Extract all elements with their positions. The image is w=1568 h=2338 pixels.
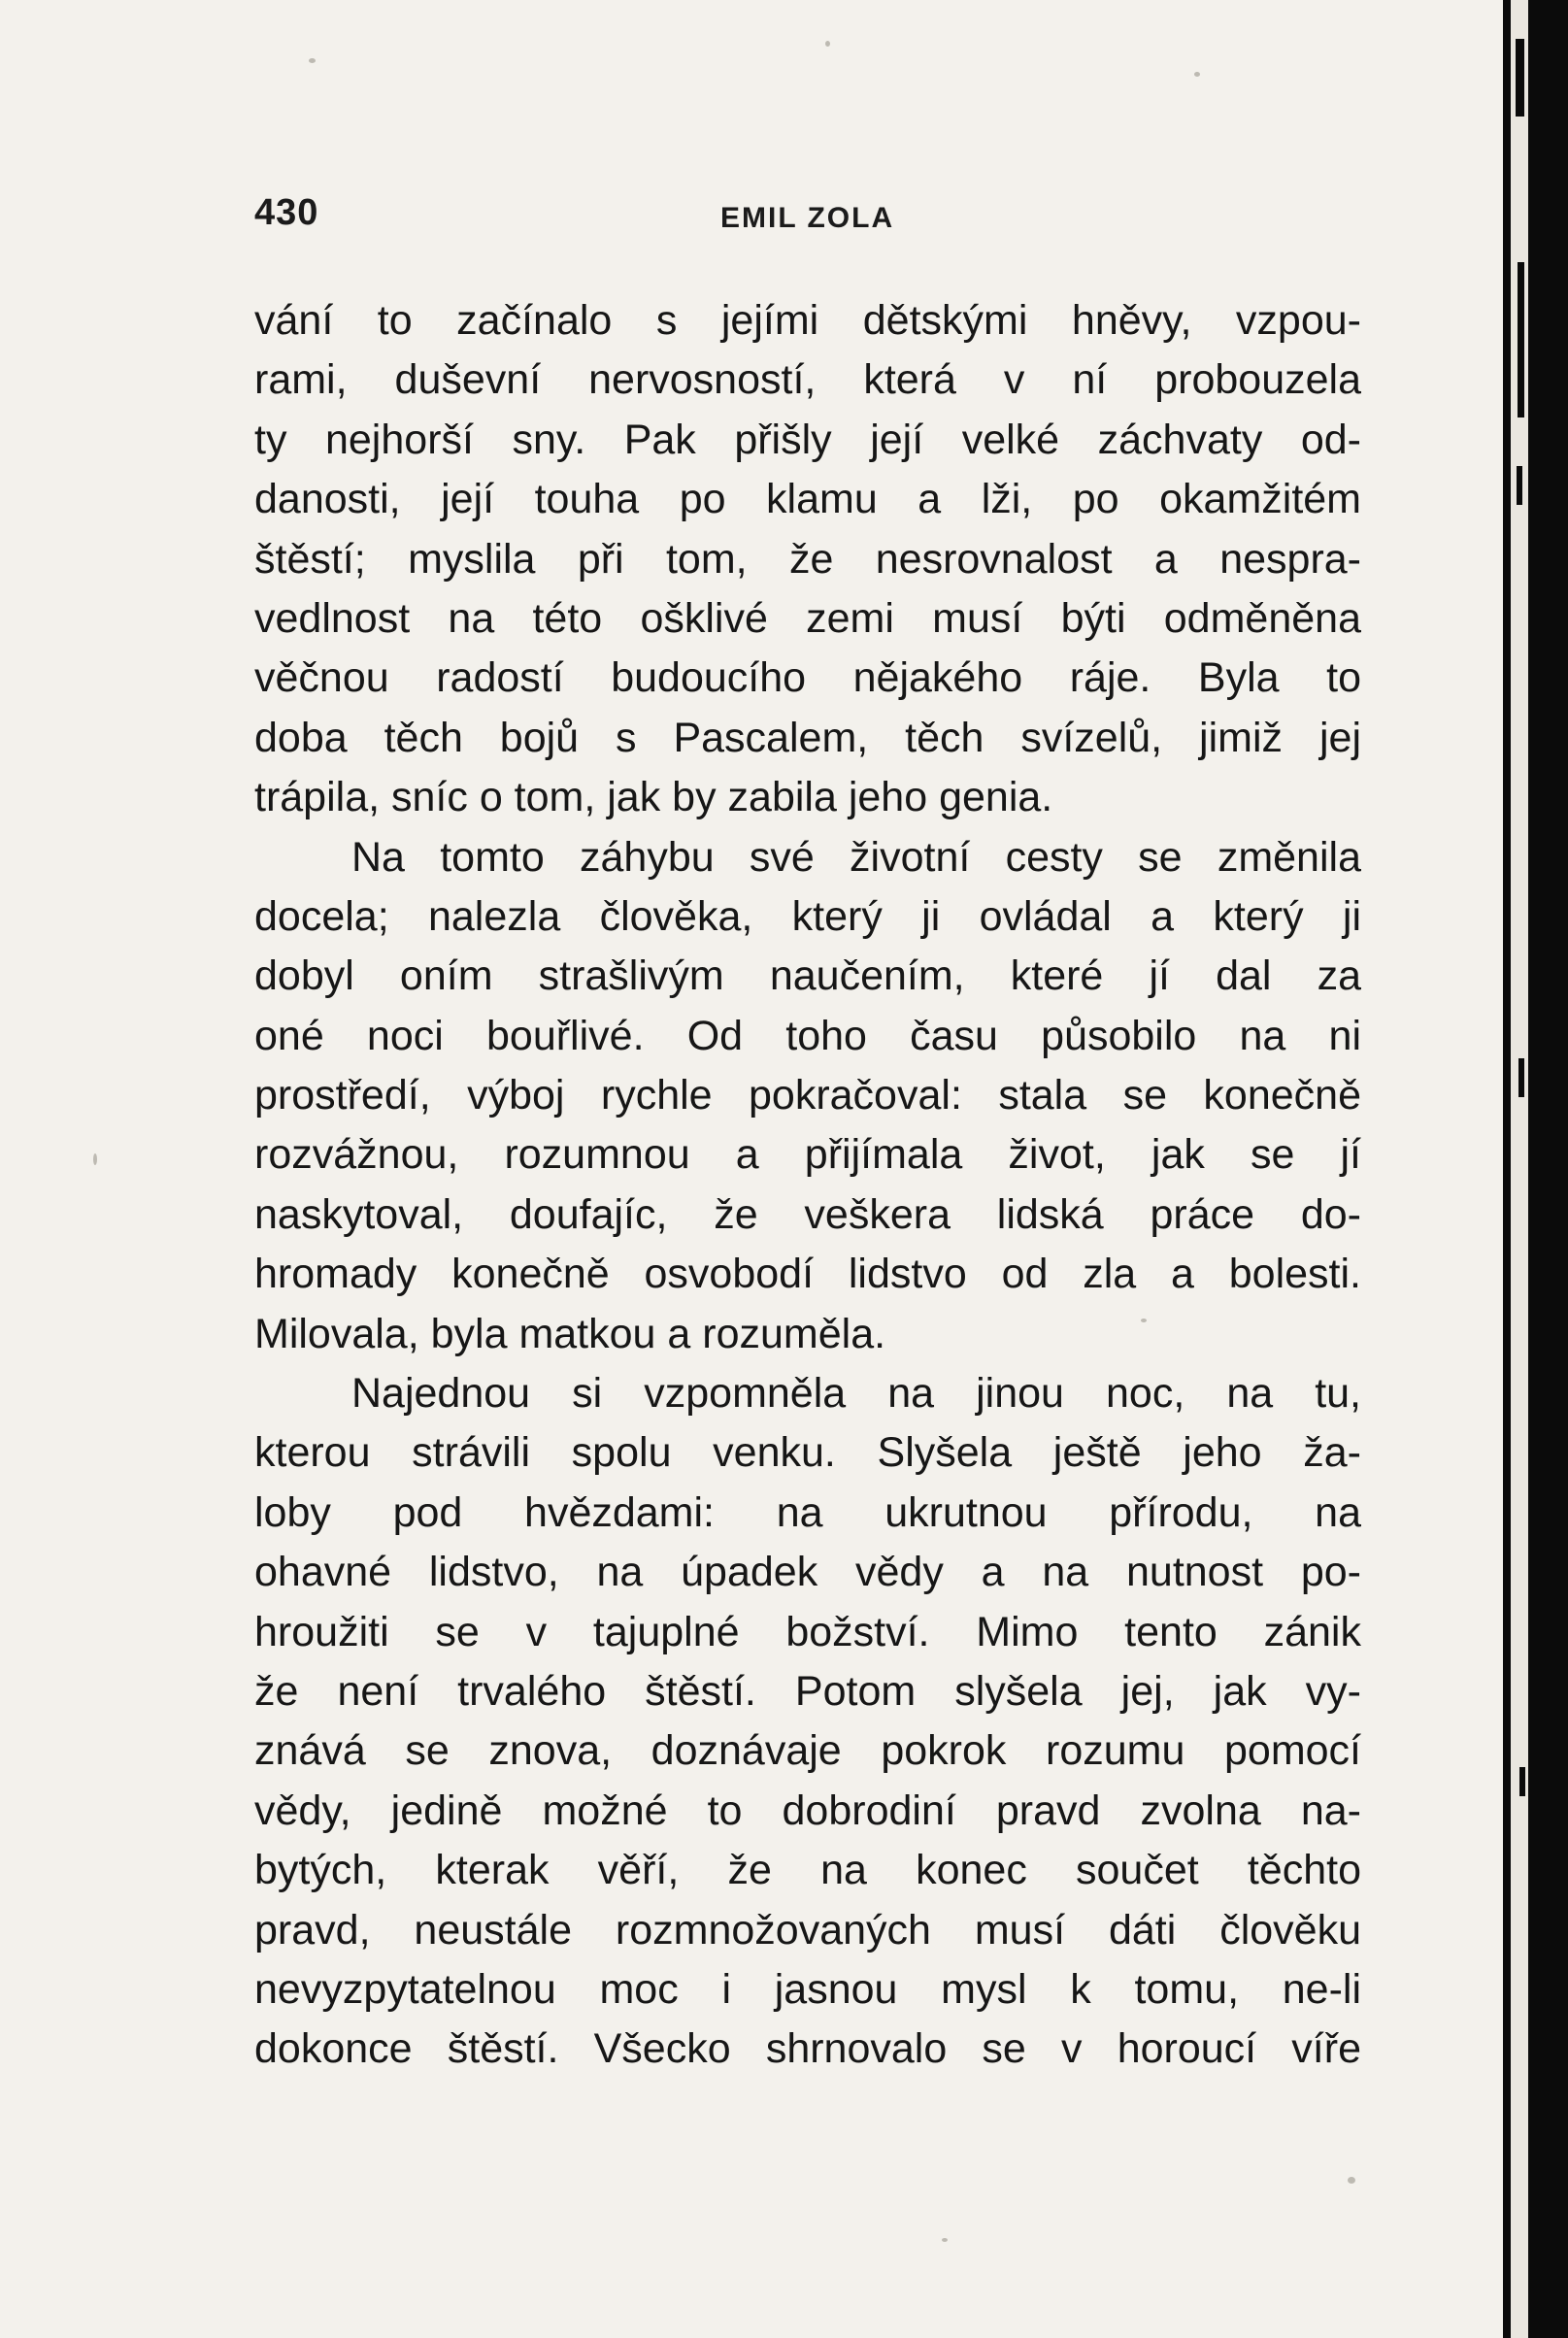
text-line: Najednou si vzpomněla na jinou noc, na tu, xyxy=(351,1370,1361,1418)
text-line: znává se znova, doznávaje pokrok rozumu pomocí xyxy=(254,1727,1361,1775)
text-line: dokonce štěstí. Všecko shrnovalo se v horoucí víře xyxy=(254,2025,1361,2073)
text-line: doba těch bojů s Pascalem, těch svízelů, jimiž jej xyxy=(254,714,1361,761)
text-line: štěstí; myslila při tom, že nesrovnalost a nespra- xyxy=(254,535,1361,583)
paper-speck xyxy=(1348,2177,1355,2184)
body-text xyxy=(254,291,1361,2080)
text-line: věčnou radostí budoucího nějakého ráje. Byla to xyxy=(254,654,1361,702)
text-line: vedlnost na této ošklivé zemi musí býti odměněna xyxy=(254,594,1361,642)
running-head: EMIL ZOLA xyxy=(720,202,895,234)
text-line: bytých, kterak věří, že na konec součet těchto xyxy=(254,1847,1361,1894)
text-line: naskytoval, doufajíc, že veškera lidská práce do- xyxy=(254,1190,1361,1238)
paper-speck xyxy=(1194,72,1200,77)
text-line: že není trvalého štěstí. Potom slyšela jej, jak vy- xyxy=(254,1667,1361,1715)
text-line: rami, duševní nervosností, která v ní probouzela xyxy=(254,356,1361,404)
text-line: nevyzpytatelnou moc i jasnou mysl k tomu, ne-li xyxy=(254,1965,1361,2013)
page-number: 430 xyxy=(254,192,319,233)
paper-speck xyxy=(93,1153,97,1165)
text-line: vání to začínalo s jejími dětskými hněvy, vzpou- xyxy=(254,297,1361,344)
binding-mark xyxy=(1516,39,1524,117)
binding-mark xyxy=(1519,1767,1525,1796)
text-line: kterou strávili spolu venku. Slyšela ještě jeho ža- xyxy=(254,1429,1361,1477)
text-line: docela; nalezla člověka, který ji ovládal a který ji xyxy=(254,892,1361,940)
paper-speck xyxy=(942,2238,948,2242)
text-line: Na tomto záhybu své životní cesty se změnila xyxy=(351,833,1361,881)
text-line: hromady konečně osvobodí lidstvo od zla a bolesti. xyxy=(254,1251,1361,1298)
binding-mark xyxy=(1517,466,1522,505)
text-line: dobyl oním strašlivým naučením, které jí dal za xyxy=(254,952,1361,1000)
paper-speck xyxy=(825,41,830,47)
text-line: pravd, neustále rozmnožovaných musí dáti člověku xyxy=(254,1906,1361,1954)
text-line: loby pod hvězdami: na ukrutnou přírodu, na xyxy=(254,1488,1361,1536)
binding-mark xyxy=(1518,1058,1524,1097)
binding-mark xyxy=(1518,262,1524,418)
text-line: ohavné lidstvo, na úpadek vědy a na nutnost po- xyxy=(254,1549,1361,1596)
text-line: Milovala, byla matkou a rozuměla. xyxy=(254,1310,886,1357)
text-line: oné noci bouřlivé. Od toho času působilo na ni xyxy=(254,1012,1361,1059)
text-line: vědy, jedině možné to dobrodiní pravd zvolna na- xyxy=(254,1787,1361,1834)
text-line: prostředí, výboj rychle pokračoval: stala se konečně xyxy=(254,1072,1361,1119)
page-header xyxy=(254,192,1361,250)
text-line: danosti, její touha po klamu a lži, po okamžitém xyxy=(254,476,1361,523)
paper-speck xyxy=(309,58,316,63)
text-line: trápila, sníc o tom, jak by zabila jeho genia. xyxy=(254,774,1053,821)
text-line: rozvážnou, rozumnou a přijímala život, jak se jí xyxy=(254,1131,1361,1179)
text-line: ty nejhorší sny. Pak přišly její velké záchvaty od- xyxy=(254,416,1361,463)
text-line: hroužiti se v tajuplné božství. Mimo tento zánik xyxy=(254,1608,1361,1655)
